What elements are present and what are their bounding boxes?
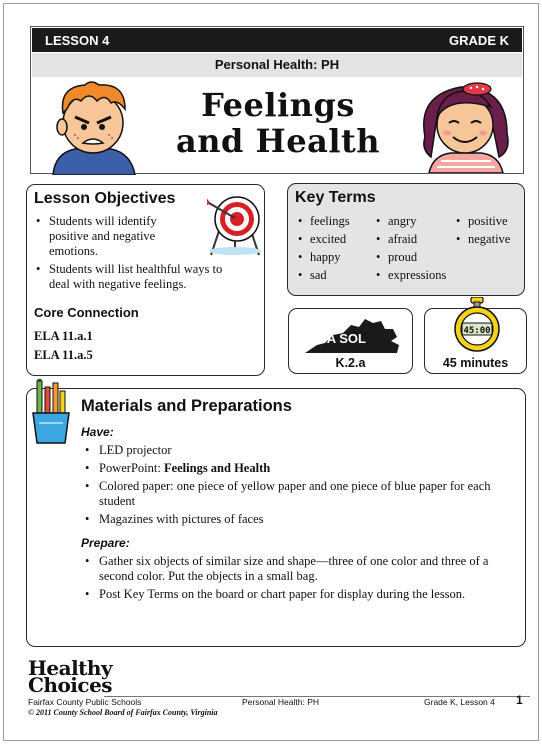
sol-code: K.2.a (335, 356, 366, 370)
materials-heading: Materials and Preparations (81, 397, 292, 415)
key-terms-heading: Key Terms (295, 189, 376, 206)
key-term: • feelings (296, 212, 350, 230)
material-item-text: PowerPoint: (99, 461, 164, 475)
key-terms-panel (287, 183, 525, 296)
key-term: • positive (454, 212, 510, 230)
material-item: • LED projector (83, 443, 503, 458)
key-term: • expressions (374, 266, 446, 284)
preparation-item: • Gather six objects of similar size and shape—three of one color and three of a second color. Put the objects in a small bag. (83, 554, 503, 584)
core-connection-heading: Core Connection (34, 305, 139, 320)
key-terms-column-3 (454, 212, 510, 248)
footer-grade-lesson: Grade K, Lesson 4 (424, 697, 495, 707)
va-sol-badge-text: VA SOL (319, 331, 366, 346)
angry-boy-illustration (45, 79, 143, 175)
material-item (83, 461, 503, 476)
footer-subject: Personal Health: PH (242, 697, 320, 707)
pencil-cup-icon (31, 379, 71, 445)
footer-copyright: © 2011 County School Board of Fairfax County, Virginia (28, 708, 218, 717)
objective-item: • Students will identify positive and negative emotions. (35, 214, 185, 259)
target-icon (207, 191, 263, 257)
virginia-map-icon (303, 315, 401, 355)
key-term: • afraid (374, 230, 446, 248)
lesson-bar (32, 28, 522, 52)
material-item: • Colored paper: one piece of yellow paper and one piece of blue paper for each student (83, 479, 503, 509)
materials-panel (26, 388, 526, 647)
preparation-item: • Post Key Terms on the board or chart paper for display during the lesson. (83, 587, 503, 602)
lesson-objectives-panel (26, 184, 265, 376)
objectives-heading: Lesson Objectives (34, 190, 176, 207)
prepare-list (83, 554, 503, 605)
key-term: • happy (296, 248, 350, 266)
key-term: • negative (454, 230, 510, 248)
stopwatch-icon (453, 297, 501, 353)
logo-line-2: Choices (28, 673, 113, 697)
prepare-heading: Prepare: (81, 536, 130, 550)
healthy-choices-logo (28, 656, 113, 697)
lesson-title-line-1: Feelings (201, 86, 355, 124)
duration-panel (424, 308, 527, 374)
key-term: • proud (374, 248, 446, 266)
key-term: • angry (374, 212, 446, 230)
duration-label: 45 minutes (442, 356, 509, 370)
stopwatch-display: 45:00 (463, 326, 491, 336)
objectives-list (35, 214, 223, 295)
key-terms-column-1 (296, 212, 350, 284)
have-heading: Have: (81, 425, 114, 439)
grade-label: GRADE K (449, 32, 509, 48)
page-number: 1 (516, 693, 523, 707)
logo-line-1: Healthy (28, 656, 113, 680)
lesson-title (151, 87, 405, 159)
have-list (83, 443, 503, 530)
lesson-number: LESSON 4 (45, 32, 110, 48)
va-sol-panel (288, 308, 413, 374)
footer-organization: Fairfax County Public Schools (28, 697, 142, 707)
core-connection-item: ELA 11.a.1 (34, 329, 93, 343)
core-connection-item: ELA 11.a.5 (34, 348, 93, 362)
key-term: • excited (296, 230, 350, 248)
key-terms-column-2 (374, 212, 446, 284)
key-term: • sad (296, 266, 350, 284)
happy-girl-illustration (411, 77, 519, 173)
subject-bar: Personal Health: PH (32, 53, 522, 77)
powerpoint-title: Feelings and Health (163, 461, 271, 475)
lesson-title-line-2: and Health (175, 122, 381, 160)
objective-item: • Students will list healthful ways to deal with negative feelings. (35, 262, 245, 292)
lesson-header (30, 26, 524, 174)
material-item: • Magazines with pictures of faces (83, 512, 503, 527)
